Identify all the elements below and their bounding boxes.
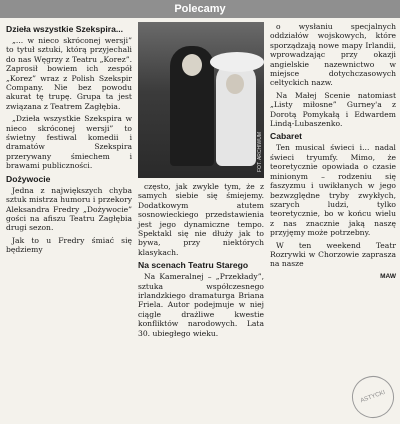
paragraph: W ten weekend Teatr Rozrywki w Chorzowie zaprasza na nasze bbox=[270, 240, 396, 269]
photo-credit: FOT. ARCHIWUM bbox=[257, 132, 263, 172]
paragraph: „... w nieco skróconej wersji” to tytuł sztuki, którą przyjechali do nas Węgrzy z Teatru „Korez”. Zaprosił bowiem ich zespół „Korez” wraz z Polish Szekspir Company. Nie bez powodu akurat tę trupę. Grupa ta jest związana z Teatrem Zagłębia. bbox=[6, 36, 132, 111]
section-header bbox=[0, 0, 400, 18]
actor-figure bbox=[170, 46, 214, 166]
library-stamp bbox=[346, 370, 400, 424]
paragraph: Ten musical świeci i... nadal świeci tryumfy. Mimo, że teoretycznie opowiada o czasie minionym – rodzeniu się faszyzmu i uwikłanych w jego bezwzględne tryby zwykłych, szarych ludzi, tylko teoretycznie, bo w końcu wielu z nas znacznie jaką naszę przyjęmy może potrzebny. bbox=[270, 143, 396, 238]
actress-figure bbox=[216, 62, 256, 166]
paragraph: o wysłaniu specjalnych oddziałów wojskowych, które sporządzają nowe mapy Irlandii, wprowadzając przy okazji angielskie nazewnictwo w miejsce dotychczasowych celtyckich nazw. bbox=[270, 22, 396, 88]
stamp-text: ASTYCKI bbox=[359, 389, 387, 405]
article-photo bbox=[138, 22, 264, 178]
paragraph: Jak to u Fredry śmiać się będziemy bbox=[6, 235, 132, 255]
author-signature: MAW bbox=[380, 272, 396, 280]
article-column-3 bbox=[270, 22, 396, 281]
heading-cabaret: Cabaret bbox=[270, 131, 302, 142]
heading-szekspir: Dzieła wszystkie Szekspira... bbox=[6, 24, 124, 34]
paragraph: Jedna z największych chyba sztuk mistrza humoru i przekory Aleksandra Fredry „Dożywocie” gości na afiszu Teatru Zagłębia drugi sezon. bbox=[6, 185, 132, 233]
paragraph: Na Małej Scenie natomiast „Listy miłosne” Gurney'a z Dorotą Pomykałą i Edwardem Lindą-Lubaszenko. bbox=[270, 90, 396, 129]
paragraph: „Dzieła wszystkie Szekspira w nieco skróconej wersji” to świetny festiwal komedii i dramatów Szekspira przerywany śmiechem i brawami publiczności. bbox=[6, 114, 132, 171]
section-title: Polecamy bbox=[174, 3, 226, 15]
paragraph: często, jak zwykle tym, że z samych siebie się śmiejemy. Dodatkowym atutem sosnowieckiego przedstawienia jest jego dynamiczne tempo. Spektakl się nie dłuży jak to bywa, przy niektórych klasykach. bbox=[138, 182, 264, 257]
heading-dozywocie: Dożywocie bbox=[6, 173, 51, 184]
paragraph: Na Kameralnej – „Przekłady”, sztuka współczesnego irlandzkiego dramaturga Briana Friela. Autor podejmuje w niej ciągle drażliwe kwestie konfliktów narodowych. Lata 30. ubiegłego wieku. bbox=[138, 272, 264, 338]
article-column-1 bbox=[6, 22, 132, 258]
heading-teatr-stary: Na scenach Teatru Starego bbox=[138, 260, 249, 271]
article-column-2 bbox=[138, 182, 264, 341]
